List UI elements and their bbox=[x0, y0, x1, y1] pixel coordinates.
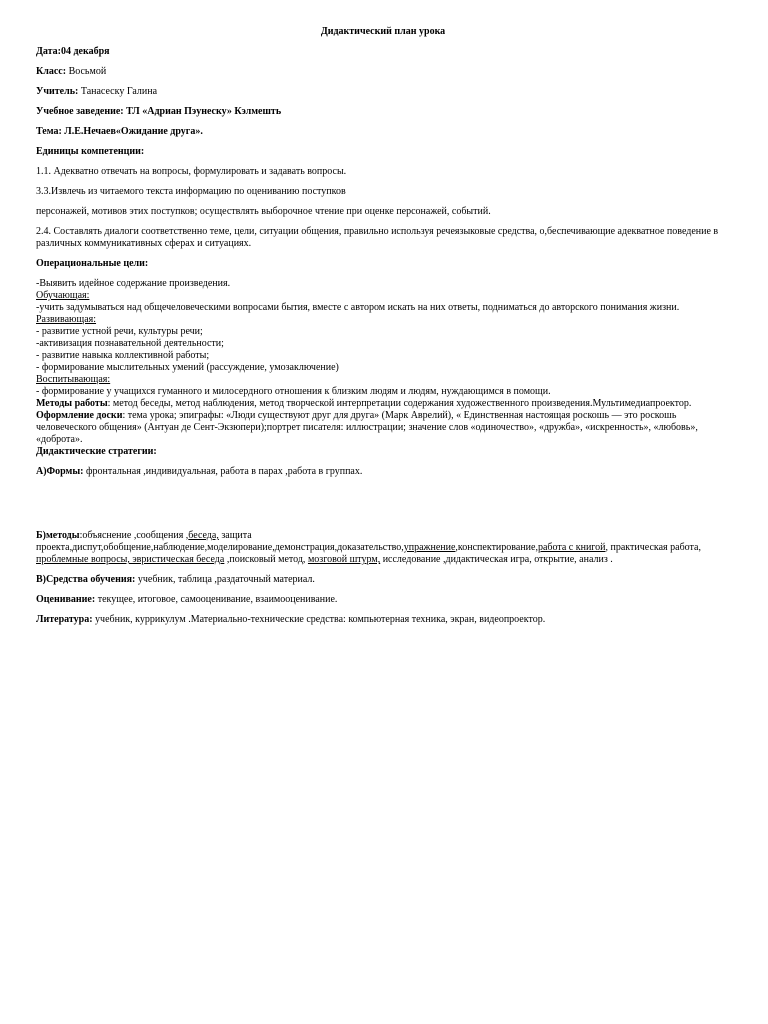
methods-b-underlined: беседа, bbox=[188, 530, 219, 541]
class-label: Класс: bbox=[36, 66, 67, 77]
methods-label: Методы работы bbox=[36, 398, 108, 409]
class-value: Восьмой bbox=[66, 66, 107, 77]
competence-label: Единицы компетенции: bbox=[36, 146, 145, 157]
competence-1: 1.1. Адекватно отвечать на вопросы, формулировать и задавать вопросы. bbox=[36, 166, 347, 177]
blank-space bbox=[36, 478, 730, 530]
methods-text: : метод беседы, метод наблюдения, метод творческой интерпретации содержания художественного произведения.Мультимедиапроектор. bbox=[107, 398, 692, 409]
educating-label: Воспитывающая: bbox=[36, 374, 111, 385]
teacher-line bbox=[36, 86, 730, 98]
teacher-value: Танасеску Галина bbox=[78, 86, 158, 97]
strategies-heading bbox=[36, 446, 730, 458]
document-title: Дидактический план урока bbox=[320, 26, 446, 37]
evaluation-text: текущее, итоговое, самооценивание, взаимооценивание. bbox=[95, 594, 338, 605]
developing-item-2: -активизация познавательной деятельности; bbox=[36, 338, 224, 349]
class-line bbox=[36, 66, 730, 78]
developing-item-3: - развитие навыка коллективной работы; bbox=[36, 350, 210, 361]
evaluation-line bbox=[36, 594, 730, 606]
developing-item-4: - формирование мыслительных умений (рассуждение, умозаключение) bbox=[36, 362, 339, 373]
methods-b-text: :объяснение ,сообщения , bbox=[79, 530, 189, 541]
methods-b-line bbox=[36, 530, 730, 566]
strategies-label: Дидактические стратегии: bbox=[36, 446, 157, 457]
school-label: Учебное заведение: ТЛ «Адриан Пэунеску» Кэлмешть bbox=[36, 106, 282, 117]
literature-label: Литература: bbox=[36, 614, 93, 625]
topic-label: Тема: Л.Е.Нечаев«Ожидание друга». bbox=[36, 126, 203, 137]
goal-main: -Выявить идейное содержание произведения. bbox=[36, 278, 231, 289]
methods-b-text: исследование ,дидактическая игра, открытие, анализ . bbox=[380, 554, 613, 565]
means-line bbox=[36, 574, 730, 586]
means-text: учебник, таблица ,раздаточный материал. bbox=[135, 574, 315, 585]
topic-line bbox=[36, 126, 730, 138]
teaching-label: Обучающая: bbox=[36, 290, 90, 301]
educating-item: - формирование у учащихся гуманного и милосердного отношения к близким людям и людям, нуждающимся в помощи. bbox=[36, 386, 551, 397]
forms-label: А)Формы: bbox=[36, 466, 84, 477]
methods-b-text: ,поисковый метод, bbox=[224, 554, 308, 565]
school-line bbox=[36, 106, 730, 118]
methods-b-underlined: проблемные вопросы, эвристическая беседа bbox=[36, 554, 225, 565]
methods-b-text: защита проекта,диспут,обобщение,наблюдение,моделирование,демонстрация,доказательство, bbox=[36, 530, 404, 553]
competence-4: 2.4. Составлять диалоги соответственно теме, цели, ситуации общения, правильно используя речеязыковые средства, о,беспечивающие адекватное поведение в различных коммуникативных сферах и ситуациях. bbox=[36, 226, 719, 249]
forms-text: фронтальная ,индивидуальная, работа в парах ,работа в группах. bbox=[83, 466, 363, 477]
literature-text: учебник, куррикулум .Материально-технические средства: компьютерная техника, экран, видеопроектор. bbox=[92, 614, 546, 625]
forms-line bbox=[36, 466, 730, 478]
developing-label: Развивающая: bbox=[36, 314, 97, 325]
methods-line bbox=[36, 398, 730, 410]
lesson-plan bbox=[36, 26, 730, 634]
goals-heading bbox=[36, 258, 730, 270]
methods-b-underlined: мозговой штурм, bbox=[307, 554, 381, 565]
board-line bbox=[36, 410, 730, 446]
methods-b-label: Б)методы bbox=[36, 530, 80, 541]
evaluation-label: Оценивание: bbox=[36, 594, 96, 605]
goals-label: Операциональные цели: bbox=[36, 258, 149, 269]
developing-heading bbox=[36, 314, 730, 326]
literature-line bbox=[36, 614, 730, 626]
methods-b-underlined: упражнение bbox=[403, 542, 456, 553]
competence-3: персонажей, мотивов этих поступков; осуществлять выборочное чтение при оценке персонажей, событий. bbox=[36, 206, 491, 217]
date-line bbox=[36, 46, 730, 58]
date-label: Дата:04 декабря bbox=[36, 46, 110, 57]
competence-2: 3.3.Извлечь из читаемого текста информацию по оцениванию поступков bbox=[36, 186, 346, 197]
teaching-heading bbox=[36, 290, 730, 302]
means-label: В)Средства обучения: bbox=[36, 574, 136, 585]
teaching-item: -учить задумываться над общечеловеческими вопросами бытия, вместе с автором искать на них ответы, подниматься до авторского понимания жизни. bbox=[36, 302, 680, 313]
board-text: : тема урока; эпиграфы: «Люди существуют друг для друга» (Марк Аврелий), « Единственная настоящая роскошь — это роскошь человеческого общения» (Антуан де Сент-Экзюпери);портрет писателя: иллюстрации; значение слов «одиночество», «дружба», «искренность», «любовь», «доброта». bbox=[36, 410, 698, 445]
teacher-label: Учитель: bbox=[36, 86, 79, 97]
educating-heading bbox=[36, 374, 730, 386]
methods-b-text: , практическая работа, bbox=[605, 542, 701, 553]
board-label: Оформление доски bbox=[36, 410, 123, 421]
methods-b-underlined: работа с книгой bbox=[537, 542, 606, 553]
methods-b-text: ,конспектирование, bbox=[455, 542, 538, 553]
competence-heading bbox=[36, 146, 730, 158]
developing-item-1: - развитие устной речи, культуры речи; bbox=[36, 326, 203, 337]
